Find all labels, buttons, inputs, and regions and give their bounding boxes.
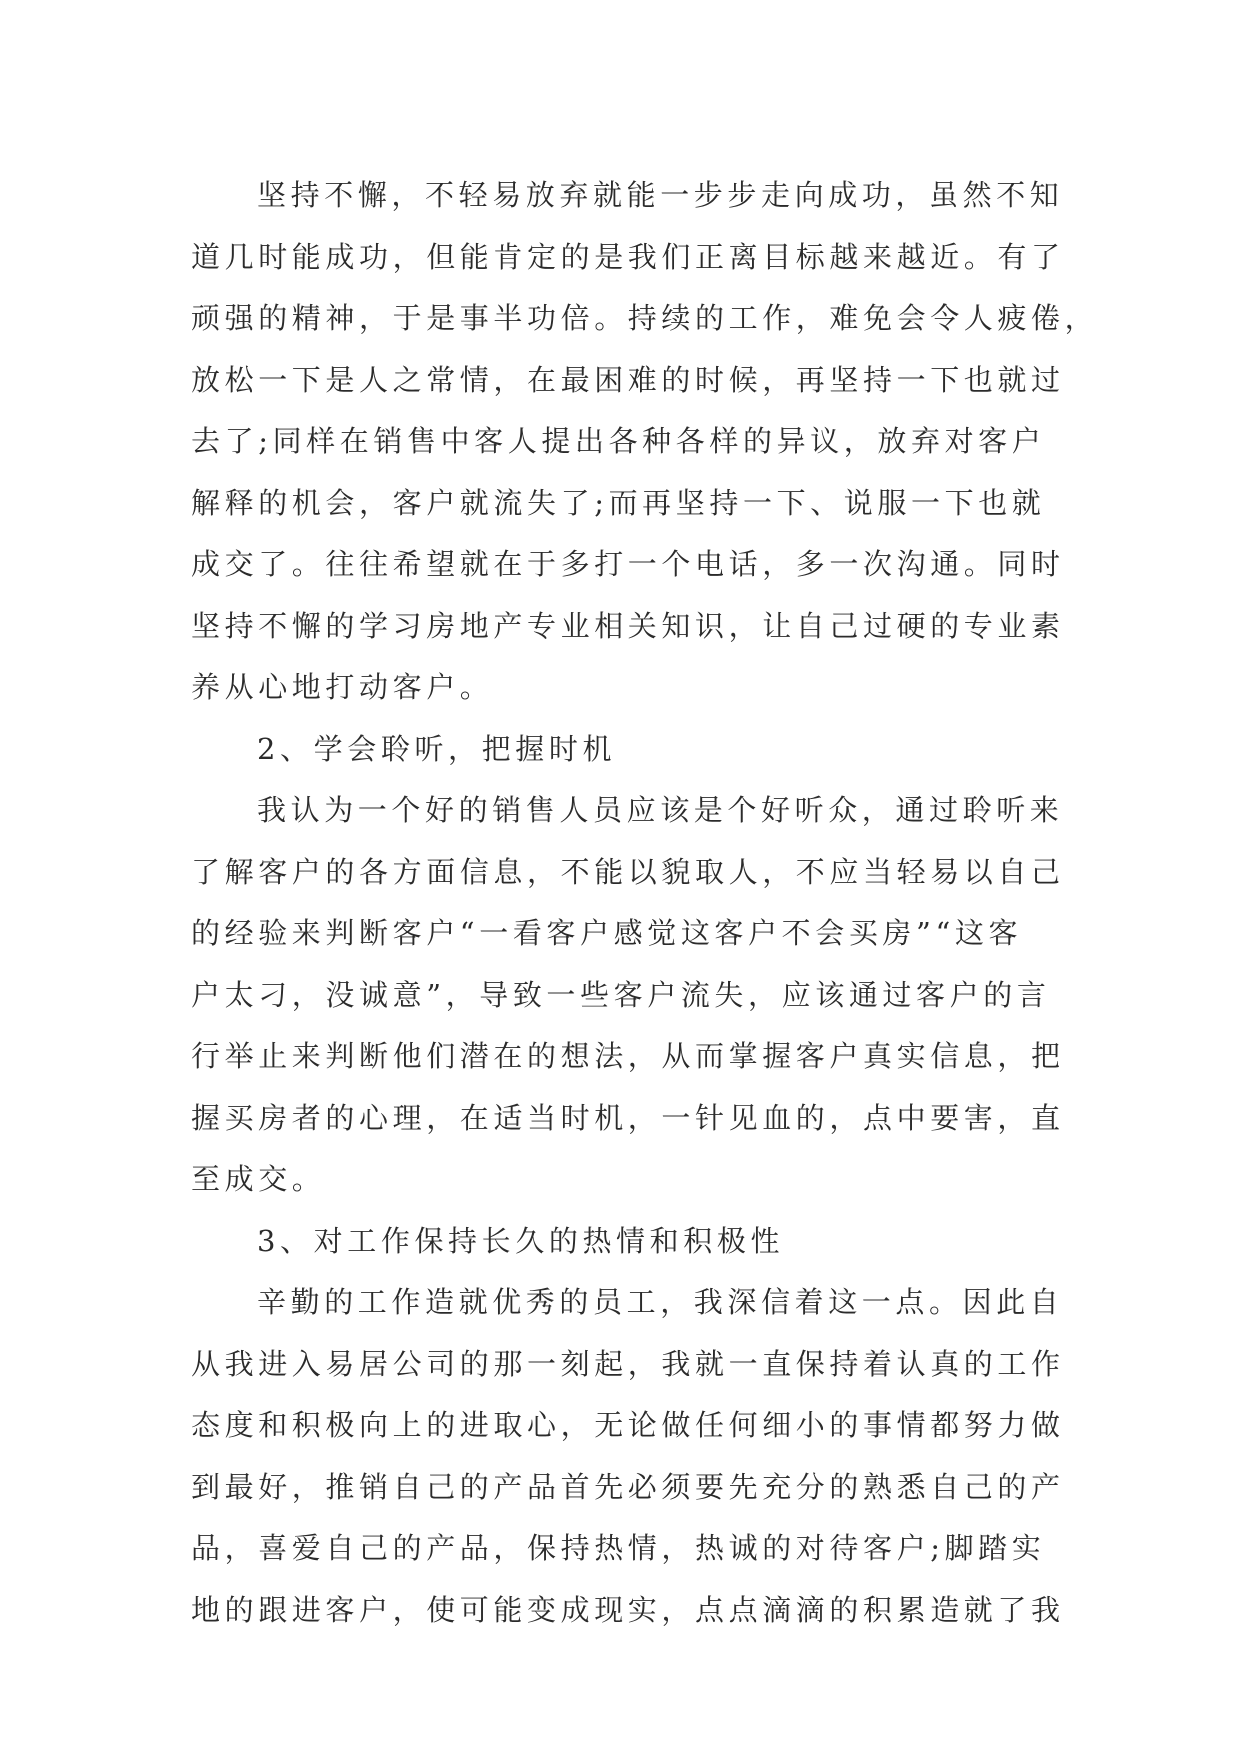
text-line: 到最好，推销自己的产品首先必须要先充分的熟悉自己的产 — [191, 1469, 1065, 1504]
text-line: 解释的机会，客户就流失了;而再坚持一下、说服一下也就 — [191, 485, 1046, 520]
text-line: 握买房者的心理，在适当时机，一针见血的，点中要害，直 — [191, 1100, 1065, 1135]
text-line: 去了;同样在销售中客人提出各种各样的异议，放弃对客户 — [191, 424, 1046, 458]
document-body — [191, 165, 1099, 1641]
text-line: 态度和积极向上的进取心，无论做任何细小的事情都努力做 — [191, 1408, 1065, 1442]
text-line: 成交了。往往希望就在于多打一个电话，多一次沟通。同时 — [191, 547, 1065, 581]
text-line: 3、对工作保持长久的热情和积极性 — [257, 1223, 785, 1258]
text-line: 辛勤的工作造就优秀的员工，我深信着这一点。因此自 — [257, 1285, 1064, 1319]
text-line: 地的跟进客户，使可能变成现实，点点滴滴的积累造就了我 — [191, 1592, 1065, 1627]
text-line: 至成交。 — [191, 1162, 326, 1196]
text-line: 放松一下是人之常情，在最困难的时候，再坚持一下也就过 — [191, 362, 1065, 397]
text-line: 了解客户的各方面信息，不能以貌取人，不应当轻易以自己 — [191, 854, 1065, 889]
text-line: 户太刁，没诚意”，导致一些客户流失，应该通过客户的言 — [191, 977, 1051, 1012]
text-line: 顽强的精神，于是事半功倍。持续的工作，难免会令人疲倦， — [191, 301, 1099, 335]
text-line: 从我进入易居公司的那一刻起，我就一直保持着认真的工作 — [191, 1346, 1065, 1381]
text-line: 我认为一个好的销售人员应该是个好听众，通过聆听来 — [257, 793, 1064, 827]
text-line: 行举止来判断他们潜在的想法，从而掌握客户真实信息，把 — [191, 1039, 1065, 1073]
text-line: 品，喜爱自己的产品，保持热情，热诚的对待客户;脚踏实 — [191, 1531, 1046, 1565]
text-line: 的经验来判断客户“一看客户感觉这客户不会买房”“这客 — [191, 916, 1023, 950]
text-line: 道几时能成功，但能肯定的是我们正离目标越来越近。有了 — [191, 239, 1065, 274]
text-line: 养从心地打动客户。 — [191, 670, 494, 704]
text-line: 2、学会聆听，把握时机 — [257, 731, 617, 766]
text-line: 坚持不懈的学习房地产专业相关知识，让自己过硬的专业素 — [191, 608, 1065, 643]
text-line: 坚持不懈，不轻易放弃就能一步步走向成功，虽然不知 — [257, 178, 1064, 212]
